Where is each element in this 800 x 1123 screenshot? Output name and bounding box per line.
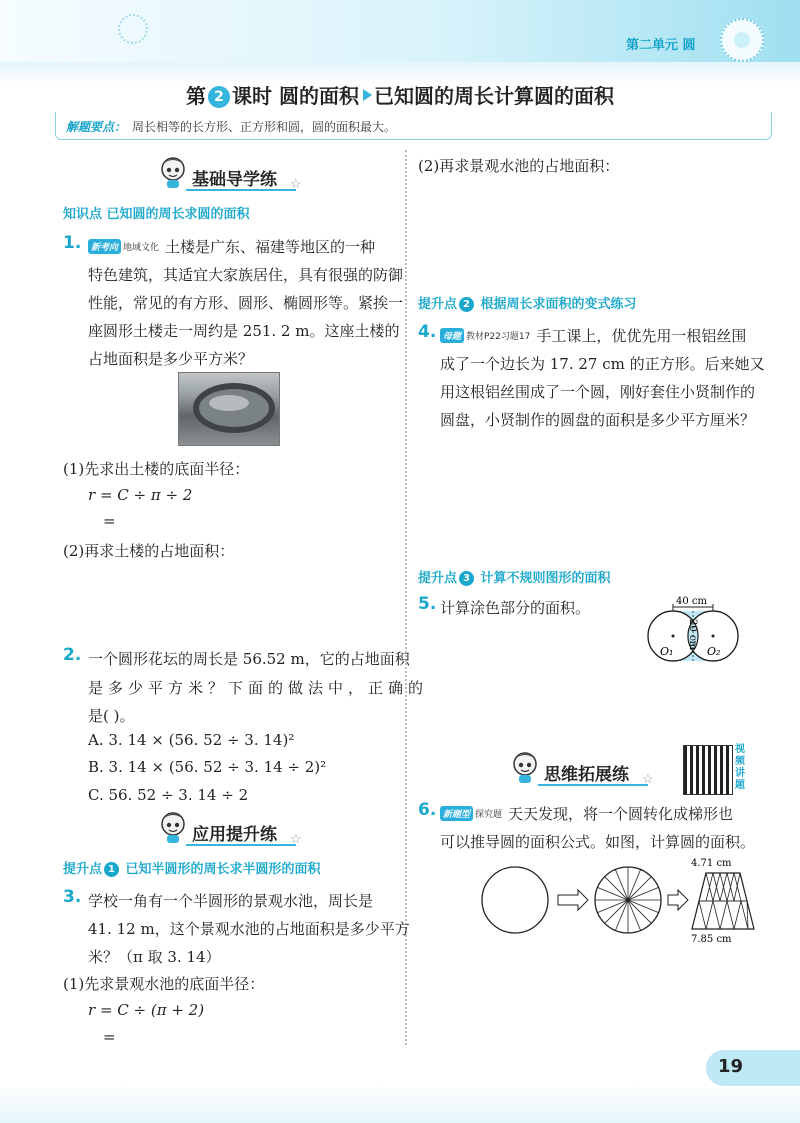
- question-2-line-2: 是多少平方米？下面的做法中，正确的: [88, 679, 429, 697]
- question-2-number: 2.: [63, 645, 82, 665]
- question-4-line-2: 成了一个边长为 17. 27 cm 的正方形。后来她又: [440, 355, 765, 373]
- improve-point-2: [418, 293, 637, 312]
- improve-point-3: [418, 567, 611, 586]
- question-1-line-4: 座圆形土楼走一周约是 251. 2 m。这座土楼的: [88, 322, 400, 340]
- mascot-icon: [158, 810, 188, 844]
- question-2-line-1: 一个圆形花坛的周长是 56.52 m，它的占地面积: [88, 650, 410, 668]
- question-4-line-1: [440, 325, 746, 346]
- question-1-line-2: 特色建筑，其适宜大家族居住，具有很强的防御: [88, 266, 404, 284]
- tulou-courtyard: [209, 395, 249, 411]
- question-5-number: 5.: [418, 594, 437, 614]
- question-3-step-1: (1)先求景观水池的底面半径：: [63, 975, 265, 993]
- decoration-left-icon: [118, 14, 148, 44]
- question-1-formula-1: r = C ÷ π ÷ 2: [88, 486, 193, 504]
- question-1-line-5: 占地面积是多少平方米？: [88, 350, 254, 368]
- explore-tag: 探究题: [475, 810, 503, 820]
- page-number: 19: [718, 1056, 744, 1077]
- arrow-1-icon: [558, 890, 588, 910]
- improve-point-number: 3: [459, 571, 474, 586]
- width-label: 40 cm: [676, 596, 707, 607]
- lesson-number-badge: 2: [208, 86, 230, 108]
- label-o1: O₁: [660, 645, 674, 658]
- question-3-line-3: 米？（π 取 3. 14）: [88, 948, 221, 966]
- tulou-photo: [178, 372, 280, 446]
- section-apply-title: 应用提升练: [192, 825, 277, 845]
- star-icon: ☆: [290, 177, 302, 192]
- mascot-icon: [158, 155, 188, 189]
- question-1-number: 1.: [63, 233, 82, 253]
- whole-circle: [482, 867, 548, 933]
- footer-band: [0, 1085, 800, 1123]
- question-3-step-2: (2)再求景观水池的占地面积：: [418, 157, 620, 175]
- section-underline: [186, 844, 296, 846]
- question-3-line-1: 学校一角有一个半圆形的景观水池，周长是: [88, 892, 374, 910]
- improve-point-number: 1: [104, 862, 119, 877]
- circle-to-trapezoid-figure: [478, 855, 768, 950]
- improve-point-text: 根据周长求面积的变式练习: [480, 297, 637, 312]
- textbook-ref-tag: 教材P22习题17: [466, 332, 531, 342]
- title-sub: 已知圆的周长计算圆的面积: [373, 84, 614, 108]
- improve-point-label: 提升点: [418, 297, 458, 312]
- sectored-circle: [595, 867, 661, 933]
- trapezoid-top-label: 4.71 cm: [691, 858, 732, 869]
- page-title: [0, 80, 800, 109]
- triangle-arrow-icon: [363, 89, 372, 101]
- title-pre: 第: [186, 84, 207, 108]
- page-number-tab: [706, 1050, 800, 1086]
- tip-text: 周长相等的长方形、正方形和圆，圆的面积最大。: [132, 120, 397, 134]
- question-1-step-2: (2)再求土楼的占地面积：: [63, 542, 235, 560]
- section-apply: [158, 818, 308, 846]
- qr-label: 视频讲题: [735, 744, 745, 791]
- question-6-line-1: [440, 803, 733, 824]
- question-5-text: 计算涂色部分的面积。: [440, 599, 591, 617]
- improve-point-text: 已知半圆形的周长求半圆形的面积: [125, 862, 321, 877]
- question-1-formula-2: =: [103, 512, 116, 530]
- new-type-tag: 新题型: [440, 806, 473, 821]
- question-6-text: 天天发现，将一个圆转化成梯形也: [508, 805, 734, 823]
- improve-point-text: 计算不规则图形的面积: [480, 571, 611, 586]
- section-think: [510, 758, 660, 786]
- improve-point-1: [63, 858, 321, 877]
- tip: [66, 118, 396, 135]
- section-basic-title: 基础导学练: [192, 170, 277, 190]
- column-divider: [405, 150, 407, 1045]
- question-3-number: 3.: [63, 887, 82, 907]
- center-o1: [672, 635, 675, 638]
- label-o2: O₂: [707, 645, 721, 658]
- question-1-step-1: (1)先求出土楼的底面半径：: [63, 460, 250, 478]
- question-3-formula-1: r = C ÷ (π + 2): [88, 1001, 205, 1019]
- section-underline: [186, 189, 296, 191]
- question-3-line-2: 41. 12 m，这个景观水池的占地面积是多少平方: [88, 920, 410, 938]
- height-label: 20 cm: [687, 619, 698, 650]
- sun-mascot-icon: [720, 18, 764, 62]
- trapezoid: [692, 873, 754, 929]
- question-3-formula-2: =: [103, 1028, 116, 1046]
- star-icon: ☆: [642, 772, 654, 787]
- regional-culture-tag: 地域文化: [123, 243, 160, 253]
- qr-code[interactable]: [683, 745, 733, 795]
- section-think-title: 思维拓展练: [544, 765, 629, 785]
- question-4-text: 手工课上，优优先用一根铝丝围: [536, 327, 747, 345]
- improve-point-label: 提升点: [63, 862, 103, 877]
- question-1-line-1: [88, 236, 375, 257]
- option-b[interactable]: B. 3. 14 × (56. 52 ÷ 3. 14 ÷ 2)²: [88, 758, 327, 776]
- center-o2: [712, 635, 715, 638]
- section-underline: [538, 784, 648, 786]
- mascot-icon: [510, 750, 540, 784]
- trapezoid-bottom-label: 7.85 cm: [691, 934, 732, 945]
- question-4-line-4: 圆盘，小贤制作的圆盘的面积是多少平方厘米？: [440, 411, 756, 429]
- question-4-line-3: 用这根铝丝围成了一个圆，刚好套住小贤制作的: [440, 383, 756, 401]
- arrow-2-icon: [668, 890, 688, 910]
- improve-point-label: 提升点: [418, 571, 458, 586]
- option-a[interactable]: A. 3. 14 × (56. 52 ÷ 3. 14)²: [88, 731, 295, 749]
- section-basic: [158, 163, 308, 191]
- new-direction-tag: 新考向: [88, 239, 121, 254]
- question-4-number: 4.: [418, 322, 437, 342]
- question-1-line-3: 性能，常见的有方形、圆形、椭圆形等。紧挨一: [88, 294, 404, 312]
- unit-label: 第二单元 圆: [626, 38, 696, 53]
- star-icon: ☆: [290, 832, 302, 847]
- tip-label: 解题要点：: [66, 120, 127, 134]
- title-main: 课时 圆的面积: [232, 84, 359, 108]
- knowledge-point: 知识点 已知圆的周长求圆的面积: [63, 207, 250, 222]
- question-6-number: 6.: [418, 800, 437, 820]
- question-2-line-3: 是( )。: [88, 707, 135, 725]
- question-1-text: 土楼是广东、福建等地区的一种: [165, 238, 376, 256]
- option-c[interactable]: C. 56. 52 ÷ 3. 14 ÷ 2: [88, 786, 249, 804]
- question-6-line-2: 可以推导圆的面积公式。如图，计算圆的面积。: [440, 833, 756, 851]
- mother-question-tag: 母题: [440, 328, 464, 343]
- improve-point-number: 2: [459, 297, 474, 312]
- two-circles-figure: [640, 595, 750, 670]
